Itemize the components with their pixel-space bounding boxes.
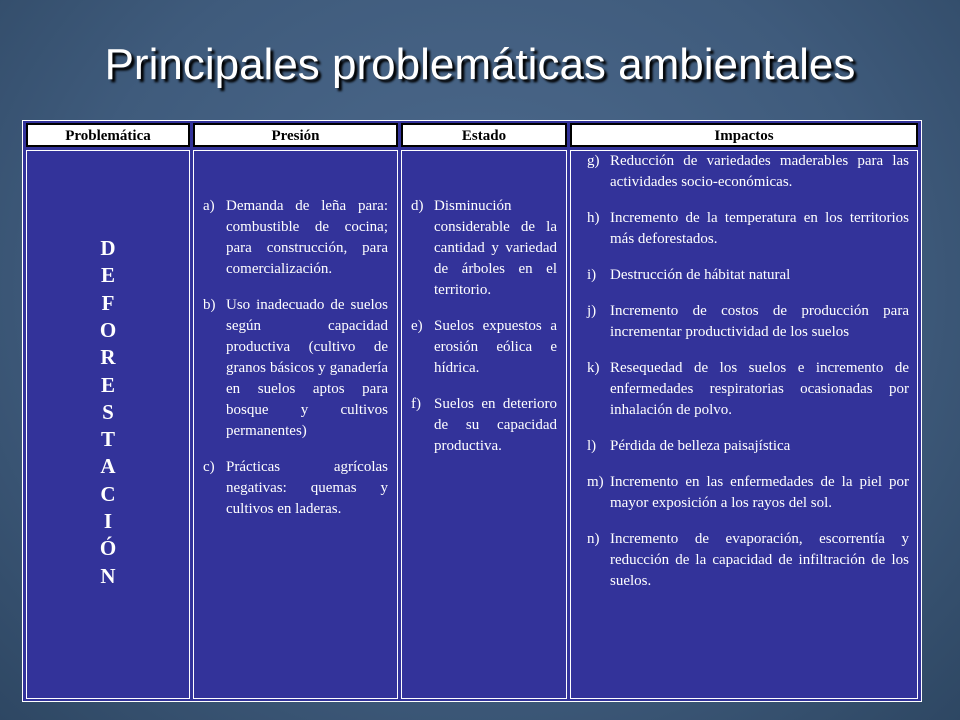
problematica-letter: F (101, 290, 115, 315)
estado-item-text: Disminución considerable de la cantidad y variedad de árboles en el territorio. (434, 198, 557, 298)
header-estado: Estado (401, 123, 567, 147)
presion-item-text: Uso inadecuado de suelos según capacidad productiva (cultivo de granos básicos y ganadería en suelos aptos para bosque y cultivos permanentes) (226, 297, 388, 439)
impactos-item-text: Resequedad de los suelos e incremento de enfermedades respiratorias ocasionadas por inhalación de polvo. (610, 360, 909, 418)
estado-item-key: d) (411, 198, 424, 214)
impactos-item (587, 472, 909, 514)
presion-cell (193, 150, 398, 699)
impactos-item-key: h) (587, 210, 600, 226)
problematica-letter: Ó (99, 536, 117, 561)
estado-item (411, 394, 557, 457)
impactos-item (587, 208, 909, 250)
problematica-letter: T (100, 427, 115, 452)
impactos-item-text: Incremento de costos de producción para incrementar productividad de los suelos (610, 303, 909, 340)
impactos-cell (570, 150, 918, 699)
presion-list (203, 196, 388, 520)
problematica-letter: R (100, 345, 116, 370)
problematica-letter: S (102, 399, 114, 424)
presion-item (203, 295, 388, 442)
presion-item-text: Demanda de leña para: combustible de cocina; para construcción, para comercialización. (226, 198, 388, 277)
presion-item-key: b) (203, 297, 216, 313)
presion-item-key: a) (203, 198, 215, 214)
slide-title: Principales problemáticas ambientales (104, 40, 856, 89)
header-problematica: Problemática (26, 123, 190, 147)
impactos-item (587, 265, 909, 286)
header-presion: Presión (193, 123, 398, 147)
problematica-letter: O (99, 317, 117, 342)
impactos-item-key: k) (587, 360, 600, 376)
estado-item (411, 316, 557, 379)
problematica-letter: A (100, 454, 116, 479)
estado-item-text: Suelos expuestos a erosión eólica e hídrica. (434, 318, 557, 376)
estado-item-key: f) (411, 396, 421, 412)
presion-item (203, 457, 388, 520)
impactos-item-text: Pérdida de belleza paisajística (610, 438, 791, 454)
impactos-item-key: l) (587, 438, 597, 454)
problematica-letter: E (100, 263, 115, 288)
estado-item-text: Suelos en deterioro de su capacidad productiva. (434, 396, 557, 454)
impactos-item-key: m) (587, 474, 604, 490)
problematica-letter: I (103, 509, 113, 533)
impactos-item (587, 529, 909, 592)
impactos-item (587, 436, 909, 457)
impactos-item-text: Incremento de la temperatura en los territorios más deforestados. (610, 210, 909, 247)
impactos-item (587, 358, 909, 421)
impactos-item-key: i) (587, 267, 597, 283)
problematica-letter: C (100, 481, 116, 506)
impactos-item-text: Reducción de variedades maderables para las actividades socio-económicas. (610, 153, 909, 190)
header-impactos: Impactos (570, 123, 918, 147)
problematica-letter: E (100, 372, 115, 397)
impactos-item-text: Incremento en las enfermedades de la piel por mayor exposición a los rayos del sol. (610, 474, 909, 511)
presion-item (203, 196, 388, 280)
problematica-letter: D (100, 236, 116, 260)
problematica-cell (26, 150, 190, 699)
estado-item-key: e) (411, 318, 423, 334)
estado-item (411, 196, 557, 301)
impactos-list (587, 151, 909, 592)
impactos-item-text: Destrucción de hábitat natural (610, 267, 791, 283)
estado-cell (401, 150, 567, 699)
impactos-item (587, 151, 909, 193)
impactos-item-text: Incremento de evaporación, escorrentía y reducción de la capacidad de infiltración de los suelos. (610, 531, 909, 589)
impactos-item-key: g) (587, 153, 600, 169)
presion-item-key: c) (203, 459, 215, 475)
impactos-item-key: j) (587, 303, 597, 319)
problematica-letter: N (100, 563, 116, 588)
impactos-item-key: n) (587, 531, 600, 547)
presion-item-text: Prácticas agrícolas negativas: quemas y cultivos en laderas. (226, 459, 388, 517)
problem-table (22, 120, 922, 702)
impactos-item (587, 301, 909, 343)
estado-list (411, 196, 557, 457)
